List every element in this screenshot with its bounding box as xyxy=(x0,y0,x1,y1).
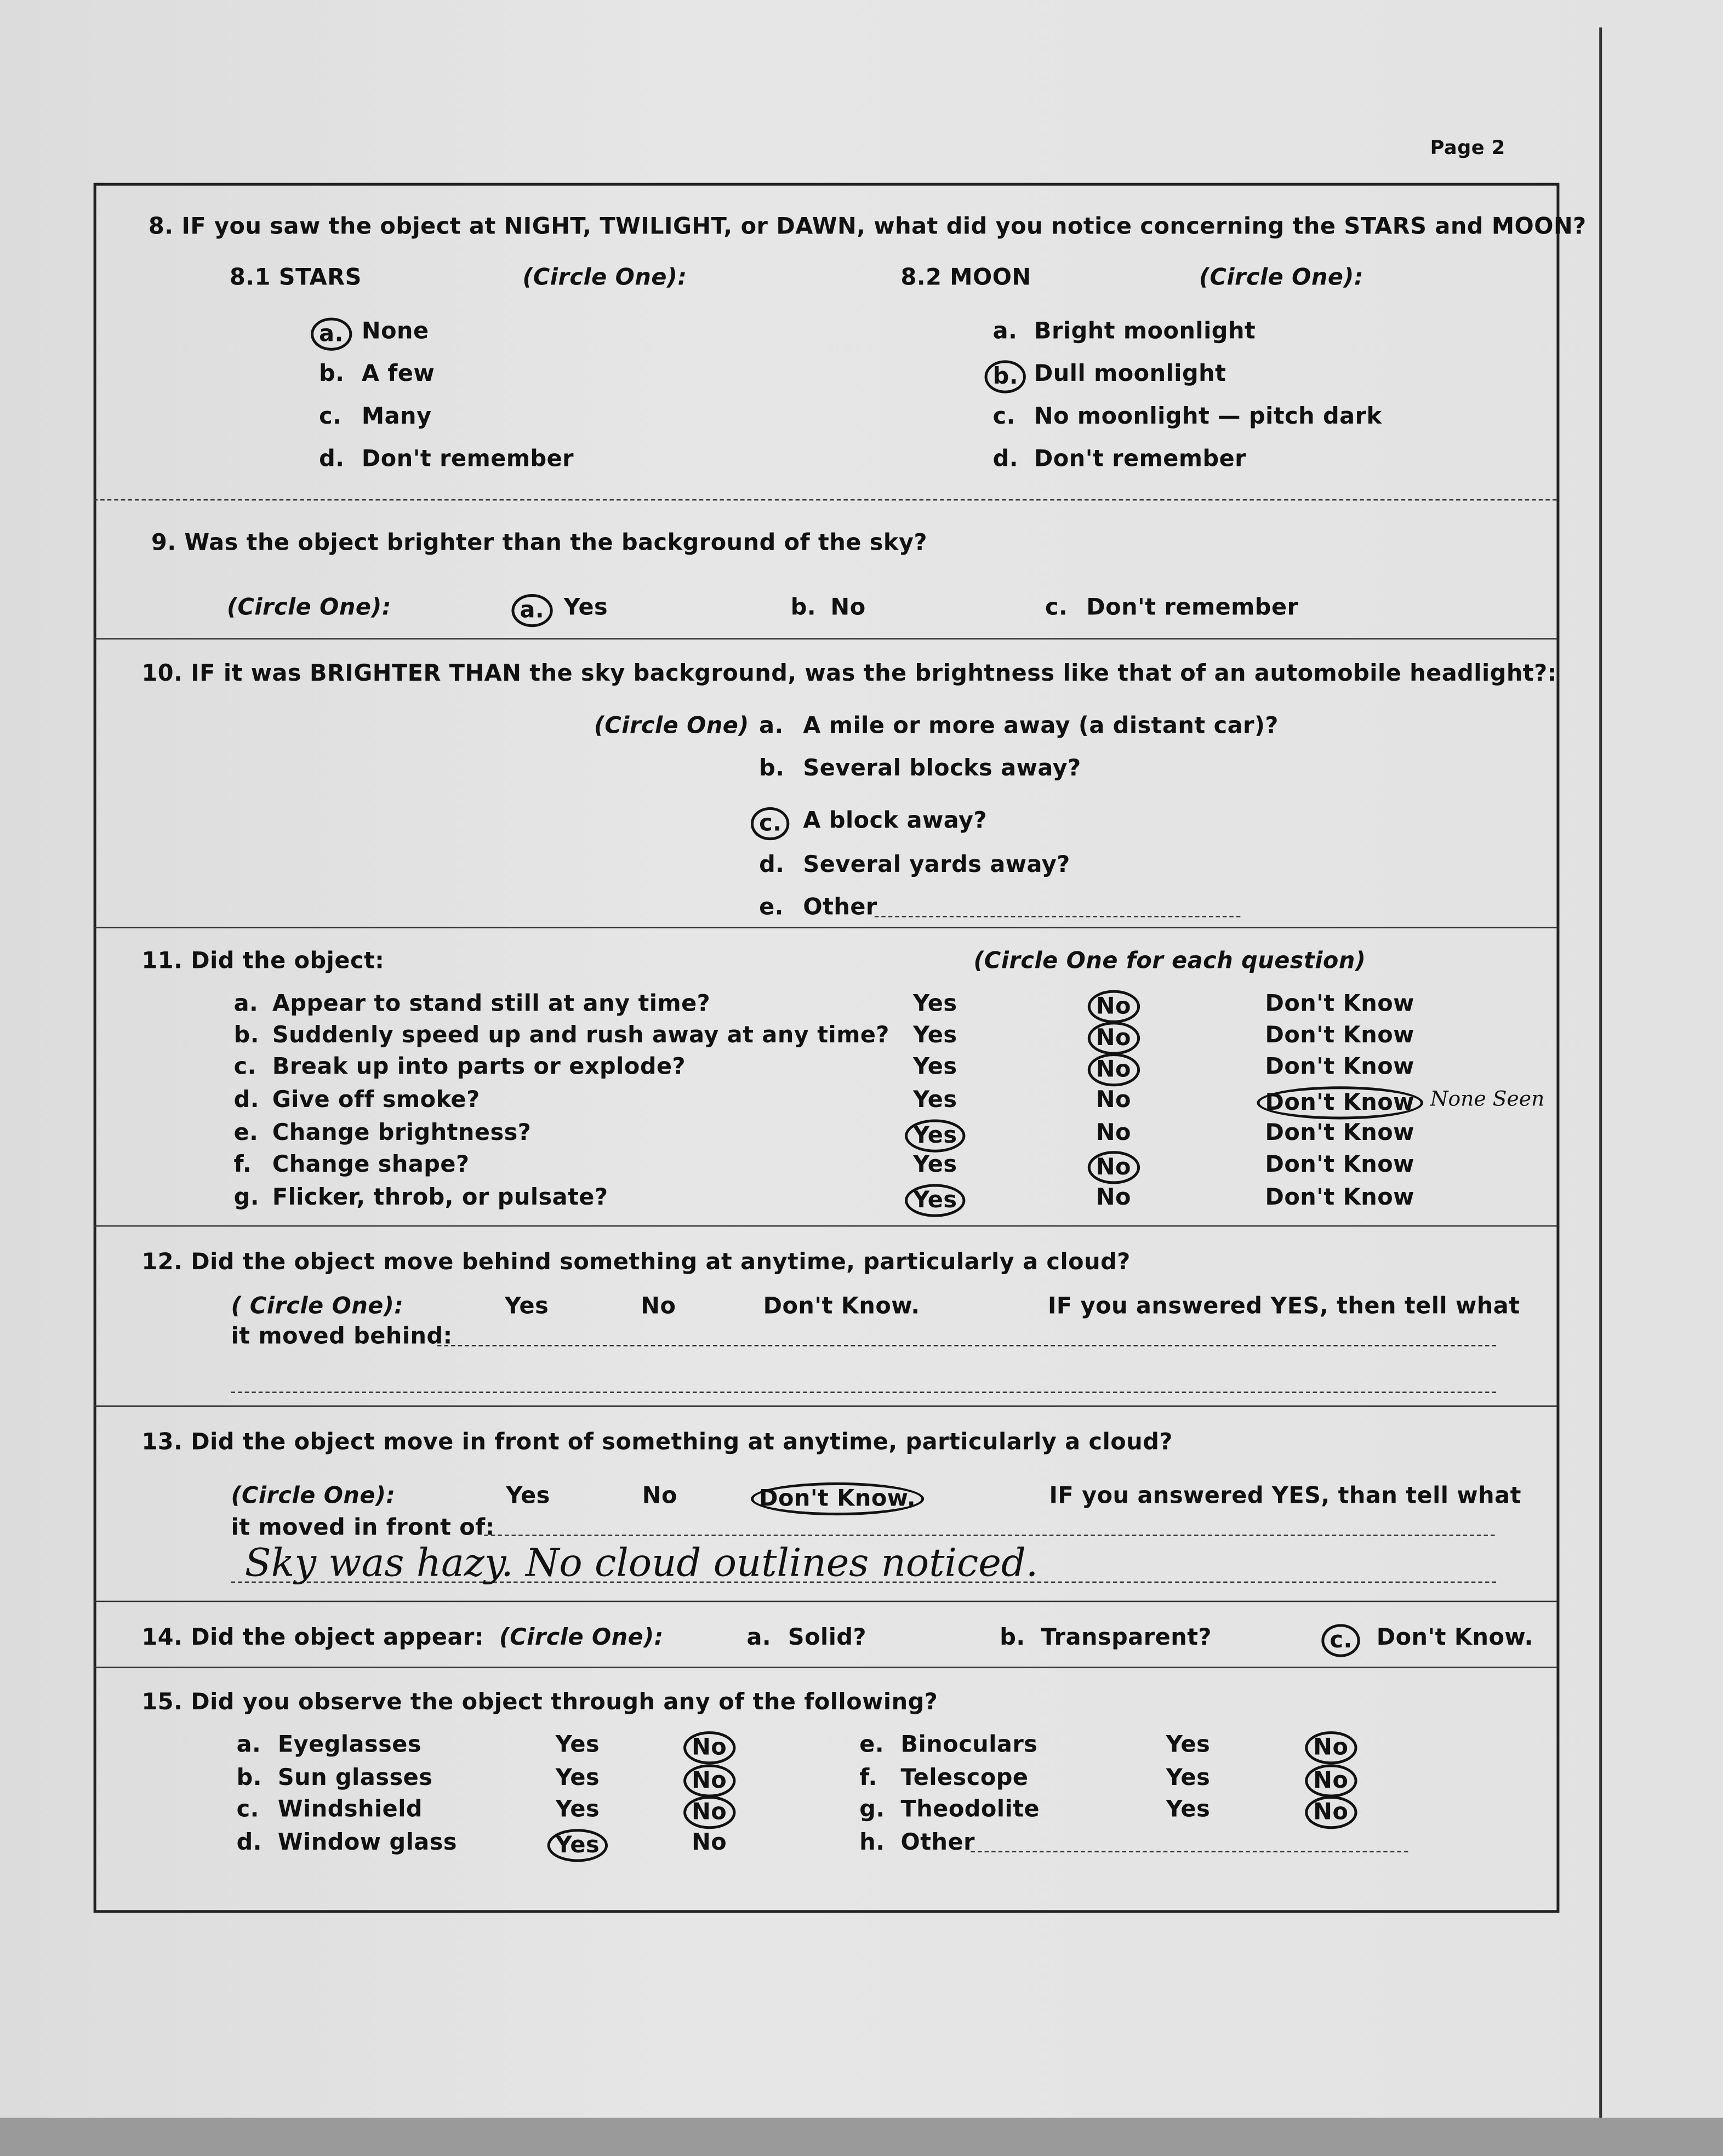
option-letter[interactable]: a. xyxy=(311,318,352,351)
question-10: 10. IF it was BRIGHTER THAN the sky background, was the brightness like that of an automobile headlight?: xyxy=(141,660,1557,687)
page-number: Page 2 xyxy=(1430,137,1505,160)
row-text: Give off smoke? xyxy=(272,1086,480,1113)
other-line xyxy=(971,1851,1408,1852)
yes-option[interactable]: Yes xyxy=(547,1829,608,1862)
divider xyxy=(94,1667,1557,1668)
option-text: A few xyxy=(361,360,435,387)
option-letter[interactable]: e. xyxy=(759,893,784,920)
yes-option[interactable]: Yes xyxy=(555,1796,600,1823)
option-letter[interactable]: b. xyxy=(1000,1624,1025,1651)
option-text: No moonlight — pitch dark xyxy=(1034,403,1382,429)
row-text: Flicker, throb, or pulsate? xyxy=(272,1184,608,1211)
option-text: None xyxy=(361,317,429,344)
no-option[interactable]: No xyxy=(1096,1184,1131,1211)
moved-behind-label: it moved behind: xyxy=(231,1322,453,1349)
instruction: IF you answered YES, than tell what xyxy=(1049,1482,1521,1509)
page-edge xyxy=(1599,27,1602,2118)
yes-option[interactable]: Yes xyxy=(1166,1764,1211,1790)
option-letter[interactable]: d. xyxy=(319,445,345,472)
question-12: 12. Did the object move behind something at anytime, particularly a cloud? xyxy=(141,1248,1131,1275)
answer-line xyxy=(437,1345,1496,1347)
answer-line xyxy=(231,1391,1496,1393)
divider xyxy=(94,1225,1557,1227)
no-option[interactable]: No xyxy=(683,1796,735,1829)
item-text: Theodolite xyxy=(900,1796,1040,1823)
question-13: 13. Did the object move in front of something at anytime, particularly a cloud? xyxy=(141,1429,1173,1455)
yes-option[interactable]: Yes xyxy=(913,1053,957,1080)
option-letter[interactable]: a. xyxy=(992,317,1018,344)
item-text: Other xyxy=(900,1829,975,1856)
option-text: Don't remember xyxy=(361,445,574,472)
question-15: 15. Did you observe the object through any of the following? xyxy=(141,1689,938,1715)
option-text: Transparent? xyxy=(1041,1624,1212,1651)
dont-know-option[interactable]: Don't Know xyxy=(1265,1119,1414,1146)
divider xyxy=(94,927,1557,928)
row-letter: c. xyxy=(233,1053,256,1080)
yes-option[interactable]: Yes xyxy=(913,1022,957,1048)
question-11: 11. Did the object: xyxy=(141,947,385,974)
row-letter: d. xyxy=(233,1086,259,1113)
handwritten-note: None Seen xyxy=(1430,1086,1545,1111)
yes-option[interactable]: Yes xyxy=(1166,1731,1211,1758)
item-letter: c. xyxy=(236,1796,259,1823)
item-text: Telescope xyxy=(900,1764,1029,1790)
option-letter[interactable]: d. xyxy=(759,851,785,877)
yes-option[interactable]: Yes xyxy=(913,990,957,1017)
divider xyxy=(94,638,1557,640)
scan-border xyxy=(0,2118,1723,2156)
option-letter[interactable]: b. xyxy=(319,360,345,387)
item-letter: b. xyxy=(236,1764,262,1790)
no-option[interactable]: No xyxy=(1088,1053,1139,1086)
stars-label: 8.1 STARS xyxy=(230,264,362,290)
no-option[interactable]: No xyxy=(1096,1119,1131,1146)
option-letter[interactable]: a. xyxy=(511,594,552,627)
row-letter: b. xyxy=(233,1022,259,1048)
item-letter: d. xyxy=(236,1829,262,1856)
divider xyxy=(94,1601,1557,1602)
option-text: Don't Know. xyxy=(1376,1624,1533,1651)
circle-one-label: (Circle One): xyxy=(231,1482,396,1509)
circle-one-label: (Circle One): xyxy=(499,1624,664,1651)
option-letter[interactable]: d. xyxy=(992,445,1019,472)
item-letter: g. xyxy=(859,1796,885,1823)
dont-know-option[interactable]: Don't Know xyxy=(1265,1151,1414,1177)
handwritten-answer: Sky was hazy. No cloud outlines noticed. xyxy=(244,1540,1039,1586)
option-text: Other xyxy=(803,893,877,920)
option-text: Dull moonlight xyxy=(1034,360,1226,387)
circle-one-label: (Circle One) xyxy=(594,712,749,739)
row-text: Break up into parts or explode? xyxy=(272,1053,686,1080)
option-text: No xyxy=(830,594,866,620)
yes-option[interactable]: Yes xyxy=(905,1184,966,1217)
no-option[interactable]: No xyxy=(642,1482,677,1509)
no-option[interactable]: No xyxy=(1088,990,1139,1023)
question-14: 14. Did the object appear: xyxy=(141,1624,484,1651)
option-letter[interactable]: c. xyxy=(1045,594,1068,620)
option-text: A mile or more away (a distant car)? xyxy=(803,712,1279,739)
option-letter[interactable]: c. xyxy=(319,403,342,429)
item-text: Windshield xyxy=(277,1796,423,1823)
yes-option[interactable]: Yes xyxy=(905,1119,966,1152)
option-text: Yes xyxy=(563,594,608,620)
dont-know-option[interactable]: Don't Know xyxy=(1265,1184,1414,1211)
no-option[interactable]: No xyxy=(683,1731,735,1764)
no-option[interactable]: No xyxy=(1305,1764,1356,1797)
divider xyxy=(94,1405,1557,1407)
item-letter: e. xyxy=(859,1731,885,1758)
dont-know-option[interactable]: Don't Know xyxy=(1265,1053,1414,1080)
row-letter: f. xyxy=(233,1151,252,1177)
option-text: Many xyxy=(361,403,432,429)
option-letter[interactable]: b. xyxy=(790,594,817,620)
yes-option[interactable]: Yes xyxy=(504,1292,549,1319)
item-text: Binoculars xyxy=(900,1731,1038,1758)
yes-option[interactable]: Yes xyxy=(913,1151,957,1177)
moved-in-front-label: it moved in front of: xyxy=(231,1514,495,1541)
item-letter: f. xyxy=(859,1764,877,1790)
no-option[interactable]: No xyxy=(1305,1731,1356,1764)
circle-one-label: (Circle One): xyxy=(522,264,687,290)
option-text: Several yards away? xyxy=(803,851,1070,877)
row-text: Change brightness? xyxy=(272,1119,532,1146)
answer-line xyxy=(484,1535,1494,1536)
dont-know-option[interactable]: Don't Know xyxy=(1265,990,1414,1017)
question-9: 9. Was the object brighter than the background of the sky? xyxy=(151,529,927,556)
row-text: Appear to stand still at any time? xyxy=(272,990,711,1017)
option-letter[interactable]: b. xyxy=(759,755,785,782)
option-letter[interactable]: c. xyxy=(992,403,1015,429)
option-text: Don't remember xyxy=(1086,594,1299,620)
option-letter[interactable]: b. xyxy=(985,360,1026,393)
no-option[interactable]: No xyxy=(683,1764,735,1797)
yes-option[interactable]: Yes xyxy=(555,1764,600,1790)
yes-option[interactable]: Yes xyxy=(913,1086,957,1113)
row-text: Change shape? xyxy=(272,1151,470,1177)
no-option[interactable]: No xyxy=(1305,1796,1356,1829)
option-text: Don't remember xyxy=(1034,445,1247,472)
no-option[interactable]: No xyxy=(1088,1022,1139,1054)
circle-one-label: (Circle One): xyxy=(227,594,391,620)
moon-label: 8.2 MOON xyxy=(900,264,1031,290)
no-option[interactable]: No xyxy=(692,1829,727,1856)
divider xyxy=(94,499,1557,501)
option-letter[interactable]: c. xyxy=(751,807,790,840)
row-letter: g. xyxy=(233,1184,259,1211)
no-option[interactable]: No xyxy=(1096,1086,1131,1113)
dont-know-option[interactable]: Don't Know. xyxy=(763,1292,920,1319)
dont-know-option[interactable]: Don't Know xyxy=(1257,1086,1423,1119)
yes-option[interactable]: Yes xyxy=(1166,1796,1211,1823)
option-letter[interactable]: c. xyxy=(1321,1624,1360,1657)
circle-one-label: (Circle One): xyxy=(1199,264,1363,290)
item-letter: a. xyxy=(236,1731,261,1758)
yes-option[interactable]: Yes xyxy=(506,1482,550,1509)
dont-know-option[interactable]: Don't Know. xyxy=(751,1482,924,1515)
option-text: A block away? xyxy=(803,807,987,834)
row-letter: e. xyxy=(233,1119,259,1146)
item-text: Eyeglasses xyxy=(277,1731,422,1758)
instruction: IF you answered YES, then tell what xyxy=(1048,1292,1520,1319)
item-text: Sun glasses xyxy=(277,1764,433,1790)
item-letter: h. xyxy=(859,1829,885,1856)
row-text: Suddenly speed up and rush away at any time? xyxy=(272,1022,889,1048)
yes-option[interactable]: Yes xyxy=(555,1731,600,1758)
option-text: Bright moonlight xyxy=(1034,317,1256,344)
question-8: 8. IF you saw the object at NIGHT, TWILIGHT, or DAWN, what did you notice concerning the STARS and MOON? xyxy=(148,213,1587,239)
option-letter[interactable]: a. xyxy=(746,1624,772,1651)
item-text: Window glass xyxy=(277,1829,458,1856)
dont-know-option[interactable]: Don't Know xyxy=(1265,1022,1414,1048)
circle-one-label: ( Circle One): xyxy=(231,1292,404,1319)
option-letter[interactable]: a. xyxy=(759,712,784,739)
no-option[interactable]: No xyxy=(641,1292,676,1319)
circle-one-label: (Circle One for each question) xyxy=(973,947,1366,974)
row-letter: a. xyxy=(233,990,259,1017)
option-text: Several blocks away? xyxy=(803,755,1081,782)
other-line xyxy=(875,916,1240,917)
option-text: Solid? xyxy=(788,1624,867,1651)
no-option[interactable]: No xyxy=(1088,1151,1139,1184)
